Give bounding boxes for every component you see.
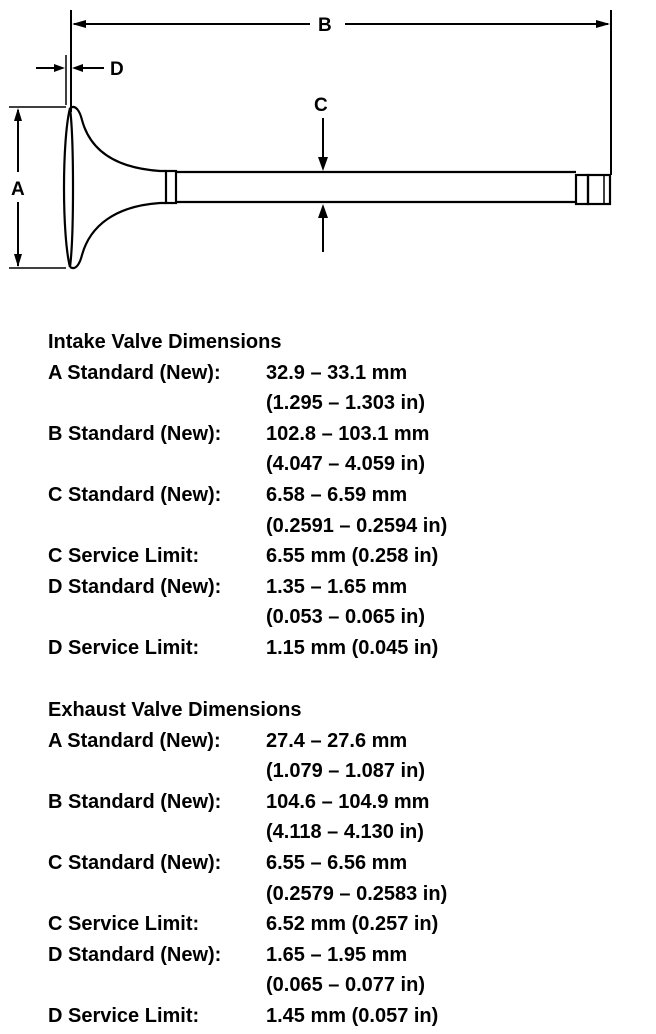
spec-value: 27.4 – 27.6 mm [266, 729, 408, 752]
spec-label: D Service Limit: [48, 636, 200, 659]
spec-value: (0.065 – 0.077 in) [266, 974, 425, 997]
spec-label: C Standard (New): [48, 851, 222, 874]
spec-row [48, 1001, 447, 1032]
spec-value: (0.2591 – 0.2594 in) [266, 514, 448, 537]
spec-row [48, 817, 447, 848]
spec-row [48, 358, 447, 389]
spec-value: (1.079 – 1.087 in) [266, 760, 425, 783]
spec-value: 6.58 – 6.59 mm [266, 483, 408, 506]
spec-label: C Service Limit: [48, 913, 200, 936]
spec-value: 104.6 – 104.9 mm [266, 790, 430, 813]
spec-label: D Standard (New): [48, 943, 222, 966]
spec-value: (1.295 – 1.303 in) [266, 392, 425, 415]
spec-value: (4.047 – 4.059 in) [266, 453, 425, 476]
spec-value: 6.52 mm (0.257 in) [266, 913, 439, 936]
spec-row [48, 511, 447, 542]
spec-label: C Service Limit: [48, 545, 200, 568]
spec-value: 1.15 mm (0.045 in) [266, 636, 439, 659]
exhaust-specs [48, 695, 447, 1032]
spec-row [48, 756, 447, 787]
spec-row [48, 572, 447, 603]
label-c: C [314, 95, 328, 116]
spec-row [48, 419, 447, 450]
spec-value: 1.35 – 1.65 mm [266, 575, 408, 598]
spec-row [48, 602, 447, 633]
spec-row [48, 970, 447, 1001]
spec-row [48, 541, 447, 572]
spec-label: B Standard (New): [48, 422, 222, 445]
label-d: D [110, 59, 124, 80]
spec-value: 6.55 mm (0.258 in) [266, 545, 439, 568]
spec-row [48, 879, 447, 910]
spec-value: (0.053 – 0.065 in) [266, 606, 425, 629]
spec-value: 102.8 – 103.1 mm [266, 422, 430, 445]
spec-value: (4.118 – 4.130 in) [266, 821, 424, 844]
spec-label: B Standard (New): [48, 790, 222, 813]
spec-row [48, 633, 447, 664]
dimension-c [318, 118, 328, 252]
spec-row [48, 909, 447, 940]
spec-row [48, 449, 447, 480]
valve-outline [64, 107, 610, 268]
spec-label: C Standard (New): [48, 483, 222, 506]
spec-row [48, 787, 447, 818]
spec-row [48, 480, 447, 511]
spec-value: 1.45 mm (0.057 in) [266, 1004, 439, 1027]
spec-row [48, 940, 447, 971]
intake-title: Intake Valve Dimensions [48, 331, 282, 353]
spec-label: A Standard (New): [48, 729, 221, 752]
spec-row [48, 726, 447, 757]
intake-specs [48, 327, 447, 664]
spec-value: (0.2579 – 0.2583 in) [266, 882, 448, 905]
spec-value: 1.65 – 1.95 mm [266, 943, 408, 966]
spec-value: 32.9 – 33.1 mm [266, 361, 408, 384]
valve-diagram [0, 0, 656, 300]
exhaust-title: Exhaust Valve Dimensions [48, 699, 302, 721]
spec-row [48, 848, 447, 879]
spec-label: D Standard (New): [48, 575, 222, 598]
spec-label: D Service Limit: [48, 1004, 200, 1027]
label-a: A [11, 179, 25, 200]
spec-row [48, 388, 447, 419]
spec-value: 6.55 – 6.56 mm [266, 851, 408, 874]
spec-label: A Standard (New): [48, 361, 221, 384]
dimension-b [71, 10, 611, 175]
label-b: B [318, 15, 332, 36]
